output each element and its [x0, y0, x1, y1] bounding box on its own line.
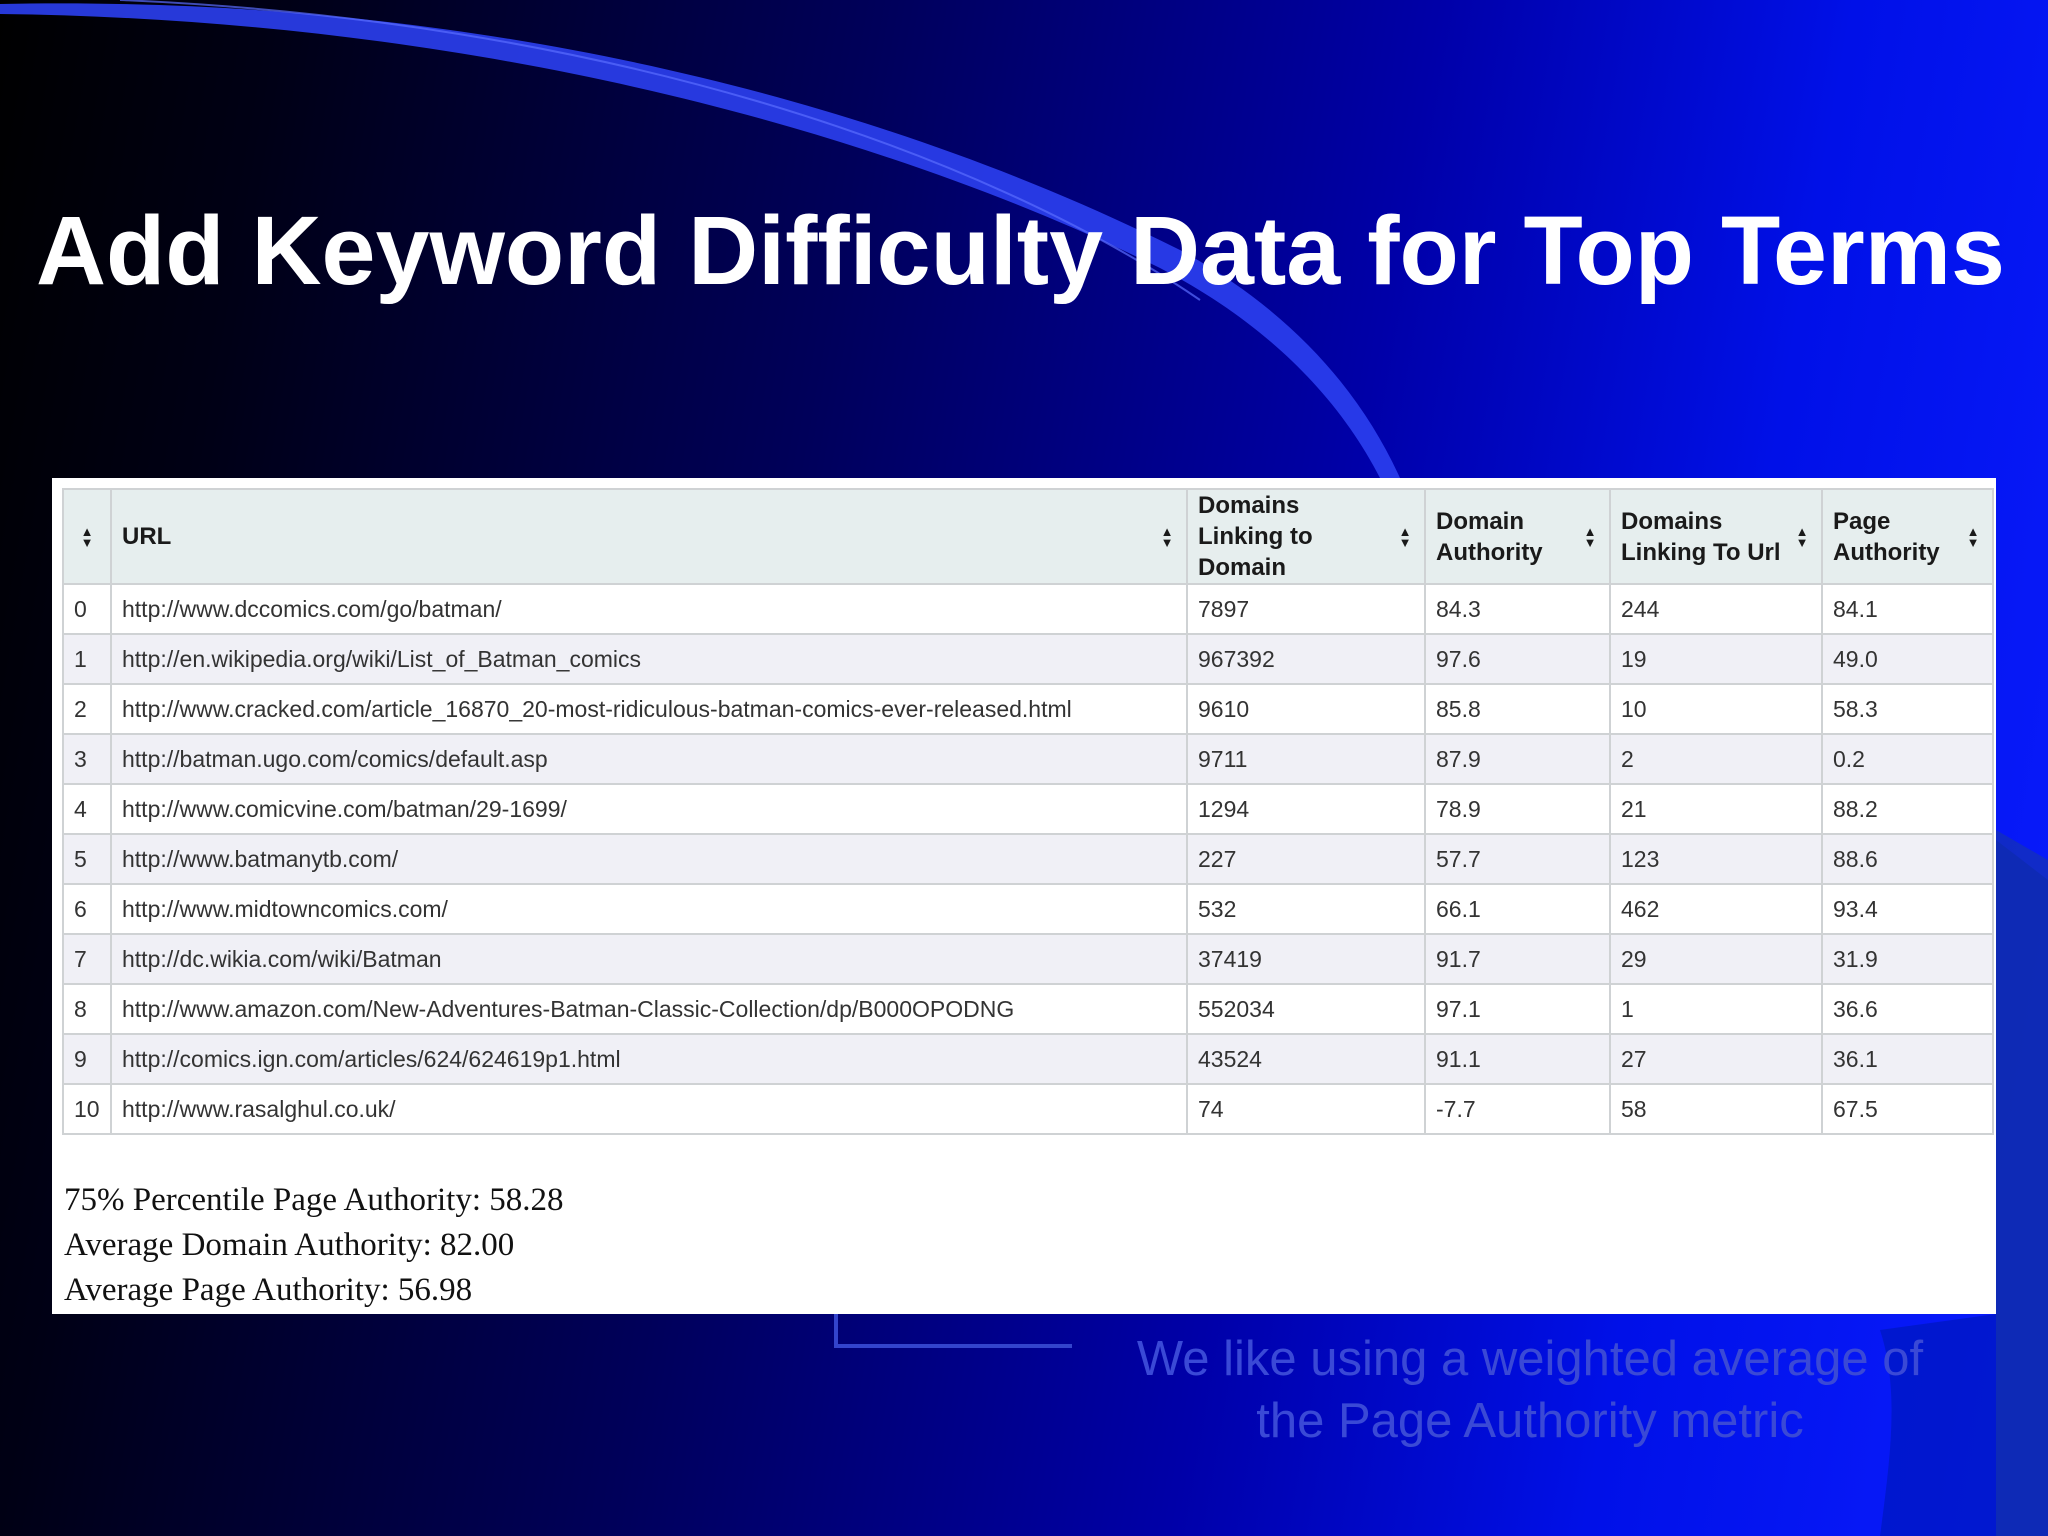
cell-domain-authority: 57.7: [1425, 834, 1610, 884]
cell-url: http://www.rasalghul.co.uk/: [111, 1084, 1187, 1134]
sort-arrows-icon[interactable]: ▲ ▼: [1583, 523, 1597, 550]
sort-arrows-icon[interactable]: ▲ ▼: [80, 523, 94, 550]
cell-index: 7: [63, 934, 111, 984]
cell-domain-authority: -7.7: [1425, 1084, 1610, 1134]
cell-page-authority: 36.6: [1822, 984, 1993, 1034]
cell-domains-linking-to-url: 2: [1610, 734, 1822, 784]
col-da-label: Domain Authority: [1436, 507, 1543, 566]
cell-domain-authority: 91.1: [1425, 1034, 1610, 1084]
cell-domains-linking-to-url: 123: [1610, 834, 1822, 884]
header-row: [63, 489, 1993, 584]
cell-domains-linking-to-domain: 43524: [1187, 1034, 1425, 1084]
cell-domain-authority: 97.6: [1425, 634, 1610, 684]
sort-arrows-icon[interactable]: ▲ ▼: [1398, 523, 1412, 550]
column-header-url[interactable]: [111, 489, 1187, 584]
column-header-domain-authority[interactable]: [1425, 489, 1610, 584]
cell-domains-linking-to-url: 1: [1610, 984, 1822, 1034]
sort-arrows-icon[interactable]: ▲ ▼: [1795, 523, 1809, 550]
results-panel: [52, 478, 1996, 1314]
table-row: [63, 784, 1993, 834]
table-row: [63, 734, 1993, 784]
cell-domains-linking-to-url: 462: [1610, 884, 1822, 934]
cell-domains-linking-to-domain: 227: [1187, 834, 1425, 884]
cell-url: http://batman.ugo.com/comics/default.asp: [111, 734, 1187, 784]
table-row: [63, 834, 1993, 884]
cell-domains-linking-to-url: 58: [1610, 1084, 1822, 1134]
cell-index: 0: [63, 584, 111, 634]
cell-domains-linking-to-domain: 552034: [1187, 984, 1425, 1034]
cell-domains-linking-to-url: 27: [1610, 1034, 1822, 1084]
cell-domain-authority: 66.1: [1425, 884, 1610, 934]
annotation-note: [1080, 1328, 1980, 1452]
cell-page-authority: 93.4: [1822, 884, 1993, 934]
cell-page-authority: 31.9: [1822, 934, 1993, 984]
cell-url: http://comics.ign.com/articles/624/624619p1.html: [111, 1034, 1187, 1084]
col-dlu-label: Domains Linking To Url: [1621, 507, 1781, 566]
summary-stats: [64, 1178, 564, 1313]
cell-index: 4: [63, 784, 111, 834]
cell-page-authority: 88.2: [1822, 784, 1993, 834]
cell-domains-linking-to-domain: 532: [1187, 884, 1425, 934]
cell-url: http://www.comicvine.com/batman/29-1699/: [111, 784, 1187, 834]
cell-domains-linking-to-domain: 9610: [1187, 684, 1425, 734]
cell-index: 8: [63, 984, 111, 1034]
annotation-line-1: We like using a weighted average of: [1136, 1332, 1924, 1386]
cell-domains-linking-to-url: 19: [1610, 634, 1822, 684]
cell-index: 6: [63, 884, 111, 934]
cell-domains-linking-to-domain: 74: [1187, 1084, 1425, 1134]
table-row: [63, 584, 1993, 634]
annotation-line-2: the Page Authority metric: [1256, 1394, 1804, 1448]
column-header-domains-linking-to-domain[interactable]: [1187, 489, 1425, 584]
average-domain-authority: Average Domain Authority: 82.00: [64, 1227, 515, 1263]
column-header-index[interactable]: [63, 489, 111, 584]
cell-page-authority: 67.5: [1822, 1084, 1993, 1134]
cell-domain-authority: 85.8: [1425, 684, 1610, 734]
cell-domains-linking-to-url: 10: [1610, 684, 1822, 734]
cell-domains-linking-to-url: 21: [1610, 784, 1822, 834]
column-header-page-authority[interactable]: [1822, 489, 1993, 584]
cell-url: http://www.amazon.com/New-Adventures-Batman-Classic-Collection/dp/B000OPODNG: [111, 984, 1187, 1034]
cell-domains-linking-to-domain: 9711: [1187, 734, 1425, 784]
col-url-label: URL: [122, 523, 172, 550]
cell-domain-authority: 78.9: [1425, 784, 1610, 834]
table-row: [63, 1084, 1993, 1134]
table-row: [63, 634, 1993, 684]
cell-index: 5: [63, 834, 111, 884]
slide-title: Add Keyword Difficulty Data for Top Terms: [36, 196, 2005, 305]
percentile-page-authority: 75% Percentile Page Authority: 58.28: [64, 1182, 564, 1218]
cell-domain-authority: 84.3: [1425, 584, 1610, 634]
col-pa-label: Page Authority: [1833, 507, 1940, 566]
cell-domains-linking-to-domain: 7897: [1187, 584, 1425, 634]
cell-domains-linking-to-domain: 37419: [1187, 934, 1425, 984]
cell-domain-authority: 87.9: [1425, 734, 1610, 784]
cell-page-authority: 58.3: [1822, 684, 1993, 734]
cell-url: http://www.dccomics.com/go/batman/: [111, 584, 1187, 634]
cell-domains-linking-to-url: 244: [1610, 584, 1822, 634]
right-edge-shade: [1996, 830, 2048, 1536]
average-page-authority: Average Page Authority: 56.98: [64, 1272, 473, 1308]
cell-page-authority: 84.1: [1822, 584, 1993, 634]
table-row: [63, 1034, 1993, 1084]
col-dld-label: Domains Linking to Domain: [1198, 492, 1313, 581]
cell-domain-authority: 97.1: [1425, 984, 1610, 1034]
cell-page-authority: 88.6: [1822, 834, 1993, 884]
table-row: [63, 684, 1993, 734]
cell-index: 10: [63, 1084, 111, 1134]
cell-index: 2: [63, 684, 111, 734]
keyword-difficulty-table: [62, 488, 1994, 1135]
cell-domain-authority: 91.7: [1425, 934, 1610, 984]
cell-domains-linking-to-domain: 1294: [1187, 784, 1425, 834]
cell-url: http://www.midtowncomics.com/: [111, 884, 1187, 934]
cell-index: 3: [63, 734, 111, 784]
table-row: [63, 934, 1993, 984]
cell-domains-linking-to-url: 29: [1610, 934, 1822, 984]
cell-domains-linking-to-domain: 967392: [1187, 634, 1425, 684]
cell-index: 9: [63, 1034, 111, 1084]
cell-page-authority: 0.2: [1822, 734, 1993, 784]
column-header-domains-linking-to-url[interactable]: [1610, 489, 1822, 584]
sort-arrows-icon[interactable]: ▲ ▼: [1160, 523, 1174, 550]
cell-page-authority: 49.0: [1822, 634, 1993, 684]
cell-url: http://dc.wikia.com/wiki/Batman: [111, 934, 1187, 984]
cell-url: http://www.cracked.com/article_16870_20-most-ridiculous-batman-comics-ever-released.html: [111, 684, 1187, 734]
table-row: [63, 884, 1993, 934]
cell-page-authority: 36.1: [1822, 1034, 1993, 1084]
cell-url: http://www.batmanytb.com/: [111, 834, 1187, 884]
sort-arrows-icon[interactable]: ▲ ▼: [1966, 523, 1980, 550]
cell-index: 1: [63, 634, 111, 684]
cell-url: http://en.wikipedia.org/wiki/List_of_Batman_comics: [111, 634, 1187, 684]
table-row: [63, 984, 1993, 1034]
